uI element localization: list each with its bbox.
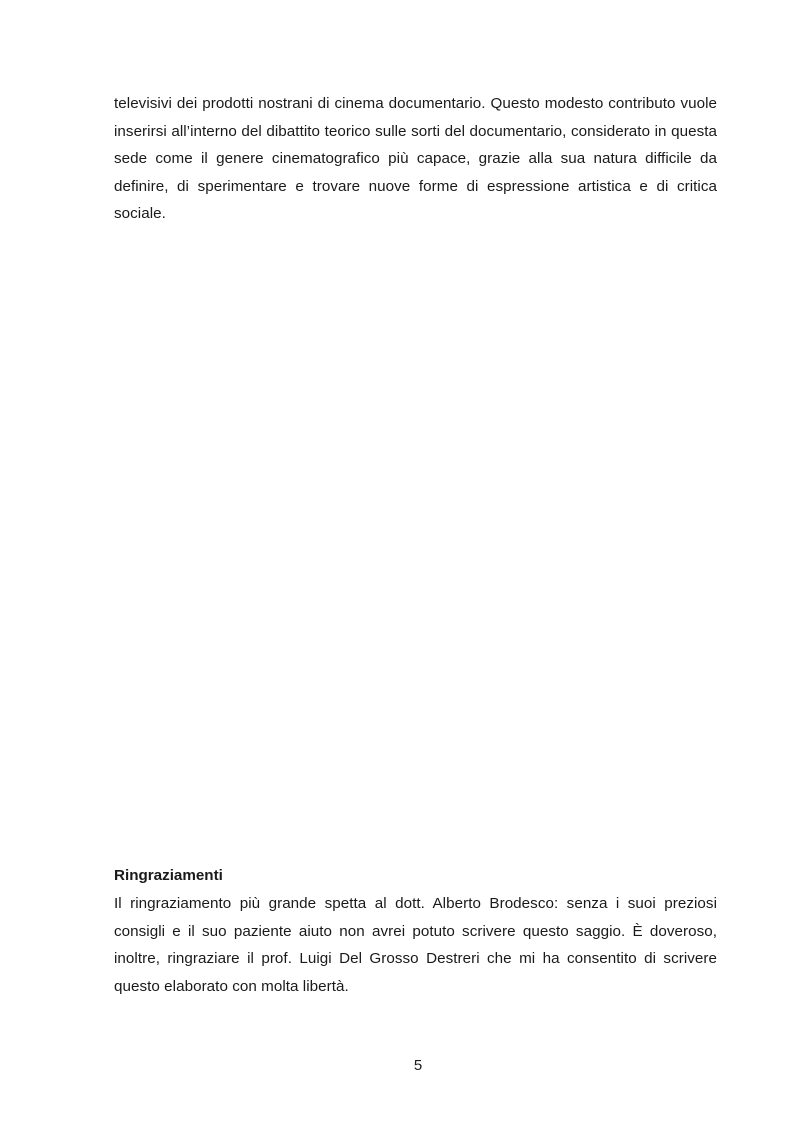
page-number: 5 (413, 1057, 423, 1074)
intro-paragraph: televisivi dei prodotti nostrani di cinema documentario. Questo modesto contributo vuole inserirsi all’interno del dibattito teorico sulle sorti del documentario, considerato in questa sede come il genere cinematografico più capace, grazie alla sua natura difficile da definire, di sperimentare e trovare nuove forme di espressione artistica e di critica sociale. (114, 95, 717, 222)
acknowledgements-paragraph: Il ringraziamento più grande spetta al dott. Alberto Brodesco: senza i suoi preziosi consigli e il suo paziente aiuto non avrei potuto scrivere questo saggio. È doveroso, inoltre, ringraziare il prof. Luigi Del Grosso Destreri che mi ha consentito di scrivere questo elaborato con molta libertà. (114, 895, 717, 995)
acknowledgements-heading: Ringraziamenti (114, 867, 223, 884)
